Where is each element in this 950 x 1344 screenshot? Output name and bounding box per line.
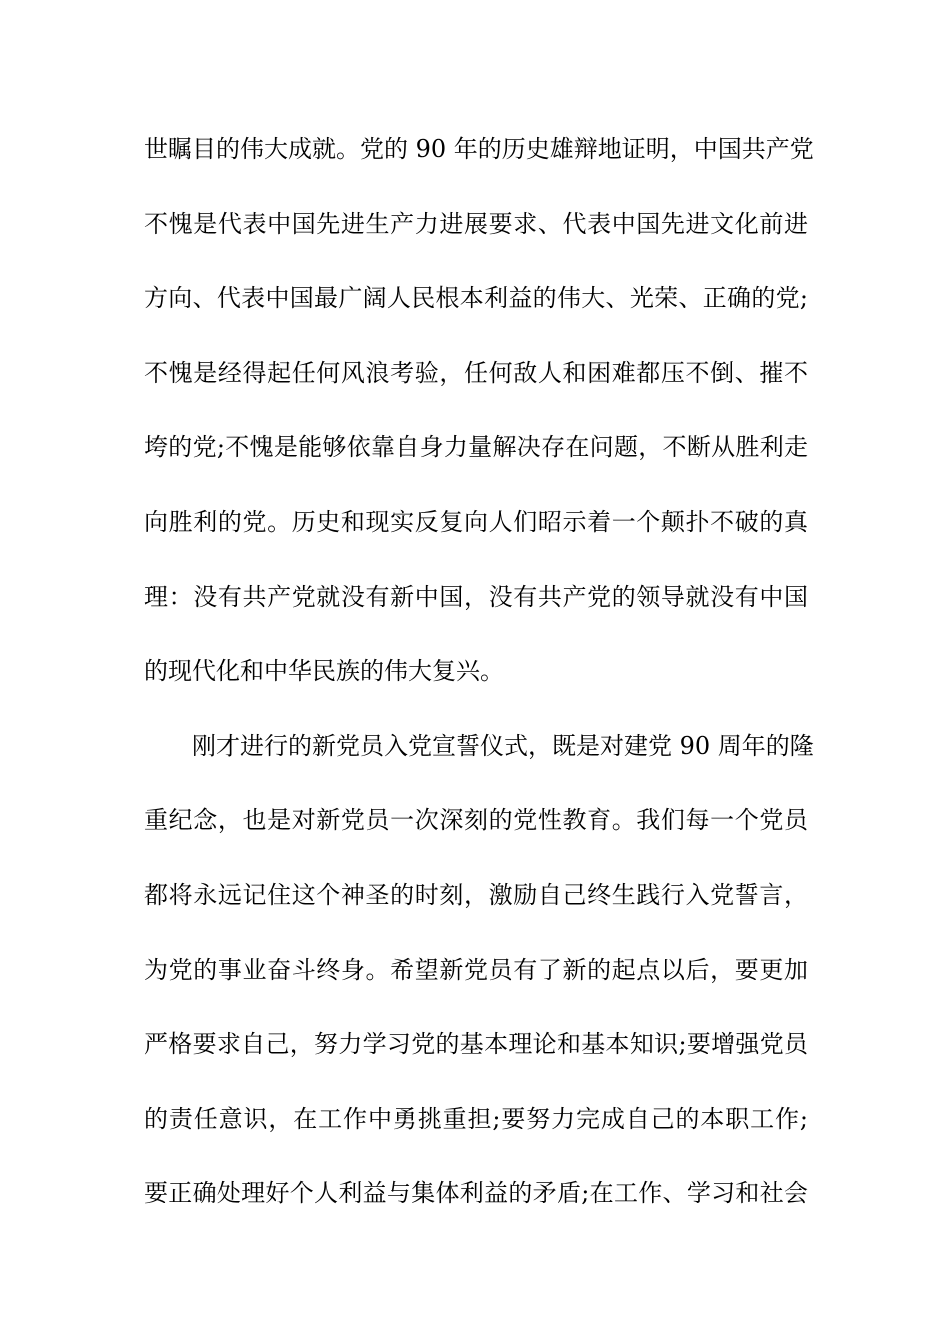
text-line: 都将永远记住这个神圣的时刻，激励自己终生践行入党誓言， bbox=[144, 880, 808, 909]
text-line: 的责任意识，在工作中勇挑重担;要努力完成自己的本职工作; bbox=[144, 1104, 808, 1133]
text-line: 世瞩目的伟大成就。党的 90 年的历史雄辩地证明，中国共产党 bbox=[144, 135, 814, 163]
text-line: 方向、代表中国最广阔人民根本利益的伟大、光荣、正确的党; bbox=[144, 284, 808, 313]
text-line: 的现代化和中华民族的伟大复兴。 bbox=[144, 657, 504, 686]
text-line: 向胜利的党。历史和现实反复向人们昭示着一个颠扑不破的真 bbox=[144, 507, 808, 536]
text-line: 重纪念，也是对新党员一次深刻的党性教育。我们每一个党员 bbox=[144, 806, 808, 835]
text-line: 不愧是经得起任何风浪考验，任何敌人和困难都压不倒、摧不 bbox=[144, 358, 808, 387]
text-line: 不愧是代表中国先进生产力进展要求、代表中国先进文化前进 bbox=[144, 209, 808, 238]
text-line: 严格要求自己，努力学习党的基本理论和基本知识;要增强党员 bbox=[144, 1030, 808, 1059]
text-line: 为党的事业奋斗终身。希望新党员有了新的起点以后，要更加 bbox=[144, 955, 808, 984]
text-line: 垮的党;不愧是能够依靠自身力量解决存在问题，不断从胜利走 bbox=[144, 433, 808, 462]
text-line: 刚才进行的新党员入党宣誓仪式，既是对建党 90 周年的隆 bbox=[192, 731, 814, 760]
document-body bbox=[144, 124, 814, 1243]
text-line: 要正确处理好个人利益与集体利益的矛盾;在工作、学习和社会 bbox=[144, 1179, 808, 1208]
text-line: 理：没有共产党就没有新中国，没有共产党的领导就没有中国 bbox=[144, 582, 808, 611]
